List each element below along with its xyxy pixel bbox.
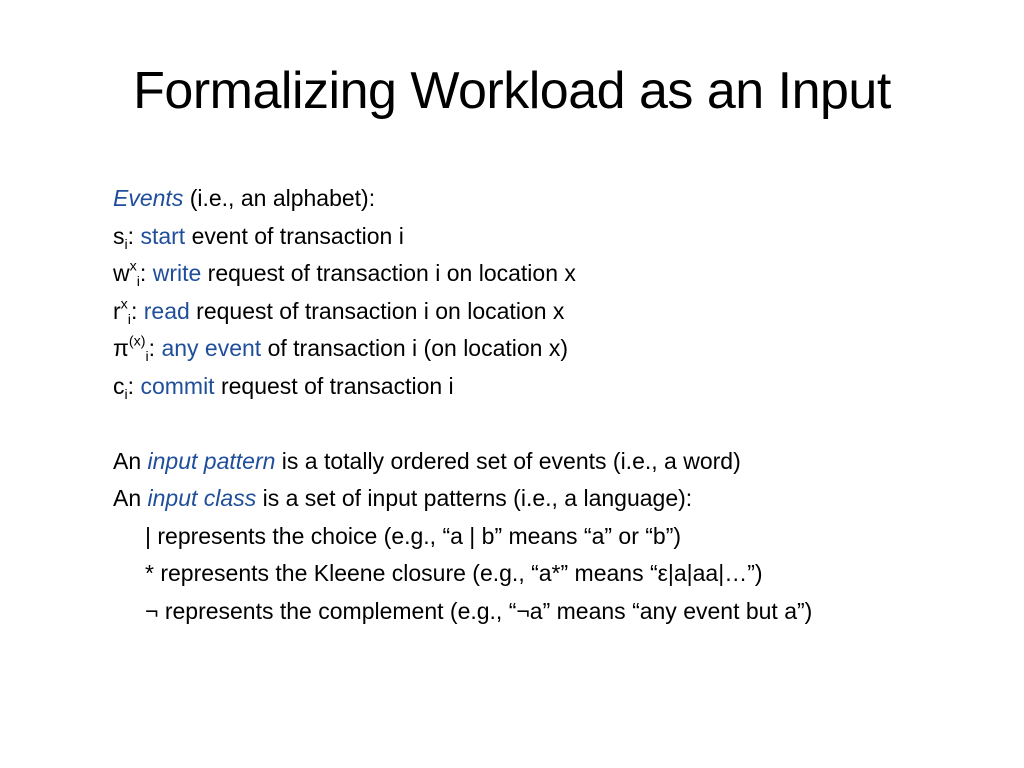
event-separator: : <box>127 372 141 399</box>
choice-operator-item: | represents the choice (e.g., “a | b” means “a” or “b”) <box>145 522 682 549</box>
event-description: request of transaction i on location x <box>201 260 576 286</box>
event-separator: : <box>139 260 153 286</box>
event-keyword: start <box>140 222 186 249</box>
event-superscript: x <box>129 258 137 275</box>
complement-operator-item: ¬ represents the complement (e.g., “¬a” means “any event but a”) <box>145 597 813 624</box>
event-symbol: r <box>113 297 121 324</box>
event-keyword: write <box>152 260 202 286</box>
kleene-operator-item: * represents the Kleene closure (e.g., “a*” means “ε|a|aa|…”) <box>145 560 763 586</box>
event-description: of transaction i (on location x) <box>261 335 569 361</box>
event-subscript: i <box>145 348 149 365</box>
slide-body <box>113 180 953 627</box>
event-description: event of transaction i <box>185 222 404 249</box>
event-separator: : <box>148 335 162 361</box>
event-commit <box>113 368 953 406</box>
event-symbol: s <box>113 222 125 249</box>
definition-prefix: An <box>113 485 148 511</box>
event-superscript: x <box>120 295 128 312</box>
event-write <box>113 255 953 293</box>
event-symbol: c <box>113 372 125 399</box>
spacer <box>113 405 953 443</box>
event-subscript: i <box>127 311 131 328</box>
event-description: request of transaction i <box>214 372 454 399</box>
event-keyword: any event <box>161 335 262 361</box>
event-any <box>113 330 953 368</box>
definition-text: is a totally ordered set of events (i.e., a word) <box>275 447 741 474</box>
definition-prefix: An <box>113 447 148 474</box>
event-superscript: (x) <box>128 333 146 350</box>
event-start <box>113 218 953 256</box>
event-symbol: w <box>113 260 130 286</box>
event-subscript: i <box>124 236 128 253</box>
event-description: request of transaction i on location x <box>189 297 565 324</box>
definition-text: is a set of input patterns (i.e., a language): <box>256 485 693 511</box>
input-class-term: input class <box>147 485 257 511</box>
input-pattern-definition <box>113 443 953 481</box>
event-symbol: π <box>113 335 129 361</box>
events-heading-text: (i.e., an alphabet): <box>183 185 376 211</box>
event-keyword: read <box>143 297 190 324</box>
event-read <box>113 293 953 331</box>
event-separator: : <box>130 297 144 324</box>
event-subscript: i <box>124 386 128 403</box>
event-subscript: i <box>136 273 140 290</box>
slide-title: Formalizing Workload as an Input <box>133 62 891 120</box>
events-term: Events <box>113 185 184 211</box>
events-heading <box>113 180 953 218</box>
event-keyword: commit <box>140 372 215 399</box>
event-separator: : <box>127 222 141 249</box>
input-pattern-term: input pattern <box>147 447 276 474</box>
input-class-definition <box>113 480 953 518</box>
